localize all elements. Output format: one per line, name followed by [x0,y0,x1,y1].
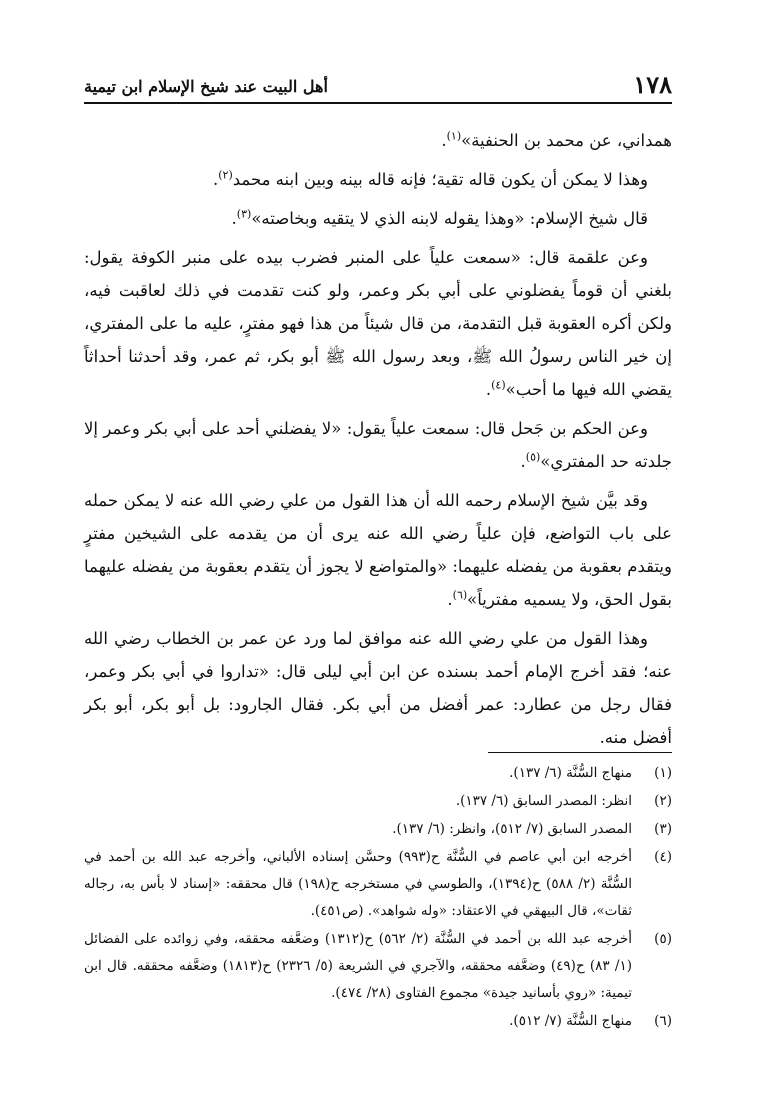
page-header [84,66,672,104]
footnote-divider [488,752,672,753]
paragraph: وعن علقمة قال: «سمعت علياً على المنبر فضرب بيده على منبر الكوفة يقول: بلغني أن قوماً يفضلوني على أبي بكر وعمر، ولو كنت تقدمت في ذلك لعاقبت فيه، ولكن أكره العقوبة قبل التقدمة، من قال شيئاً من هذا فهو مفترٍ، عليه ما على المفتري، إن خير الناس رسولُ الله ﷺ، وبعد رسول الله ﷺ أبو بكر، ثم عمر، وقد أحدثنا أحداثاً يقضي الله فيها ما أحب»$^{(٤)}$. [84,248,672,399]
main-text [84,124,672,760]
running-title: أهل البيت عند شيخ الإسلام ابن تيمية [84,77,328,96]
paragraph: همداني، عن محمد بن الحنفية»$^{(١)}$. [441,129,672,150]
footnote-ref: (٤) [491,378,506,392]
footnote-ref: (٣) [236,207,252,221]
footnote-number: (٣) [654,821,672,837]
footnote-text: أخرجه ابن أبي عاصم في السُّنَّة ح(٩٩٣) وحسَّن إسناده الألباني، وأخرجه عبد الله بن أحمد في السُّنَّة (٢/ ٥٨٨) ح(١٣٩٤)، والطوسي في مستخرجه ح(١٩٨) قال محققه: «إسناد لا بأس به، رجاله ثقات»، قال البيهقي في الاعتقاد: «وله شواهد». (ص٤٥١). [84,849,633,919]
footnote [84,844,672,925]
footnote-number: (٦) [654,1013,672,1029]
footnote-ref: (٦) [452,588,468,602]
footnote-text: منهاج السُّنَّة (٧/ ٥١٢). [509,1013,632,1029]
footnote-number: (١) [654,765,672,781]
footnote [84,1008,672,1035]
footnote [84,926,672,1007]
footnote-ref: (٢) [218,168,233,182]
footnote [84,788,672,815]
footnote-text: انظر: المصدر السابق (٦/ ١٣٧). [455,793,632,809]
footnote-number: (٤) [654,849,672,865]
footnote-text: منهاج السُّنَّة (٦/ ١٣٧). [509,765,632,781]
paragraph: وعن الحكم بن جَحل قال: سمعت علياً يقول: «لا يفضلني أحد على أبي بكر وعمر إلا جلدته حد المفتري»$^{(٥)}$. [84,419,672,471]
paragraph: قال شيخ الإسلام: «وهذا يقوله لابنه الذي لا يتقيه وبخاصته»$^{(٣)}$. [231,207,648,228]
footnote-number: (٢) [654,793,672,809]
footnote-text: المصدر السابق (٧/ ٥١٢)، وانظر: (٦/ ١٣٧). [392,821,632,837]
footnotes [84,760,672,1036]
paragraph: وقد بيَّن شيخ الإسلام رحمه الله أن هذا القول من علي رضي الله عنه لا يمكن حمله على باب التواضع، فإن علياً رضي الله عنه يرى أن من يقدمه على الشيخين مفترٍ ويتقدم بعقوبة من يفضله عليهما: «والمتواضع لا يجوز أن يتقدم بعقوبة من يفضله عليهما بقول الحق، ولا يسميه مفترياً»$^{(٦)}$. [84,491,672,609]
footnote [84,760,672,787]
footnote-number: (٥) [654,931,672,947]
page-number: ١٧٨ [633,70,672,99]
footnote-text: أخرجه عبد الله بن أحمد في السُّنَّة (٢/ ٥٦٢) ح(١٣١٢) وضعَّفه محققه، وفي زوائده على الفضائل (١/ ٨٣) ح(٤٩) وضعَّفه محققه، والآجري في الشريعة (٥/ ٢٣٢٦) ح(١٨١٣) وضعَّفه محققه. قال ابن تيمية: «روي بأسانيد جيدة» مجموع الفتاوى (٢٨/ ٤٧٤). [84,931,632,1001]
footnote-ref: (١) [446,129,462,143]
paragraph: وهذا لا يمكن أن يكون قاله تقية؛ فإنه قاله بينه وبين ابنه محمد$^{(٢)}$. [212,168,648,189]
footnote-ref: (٥) [525,450,541,464]
footnote [84,816,672,843]
paragraph: وهذا القول من علي رضي الله عنه موافق لما ورد عن عمر بن الخطاب رضي الله عنه؛ فقد أخرج الإمام أحمد بسنده عن ابن أبي ليلى قال: «تداروا في أبي بكر وعمر، فقال رجل من عطارد: عمر أفضل من أبي بكر. فقال الجارود: بل أبو بكر، أبو بكر أفضل منه. [84,629,672,747]
